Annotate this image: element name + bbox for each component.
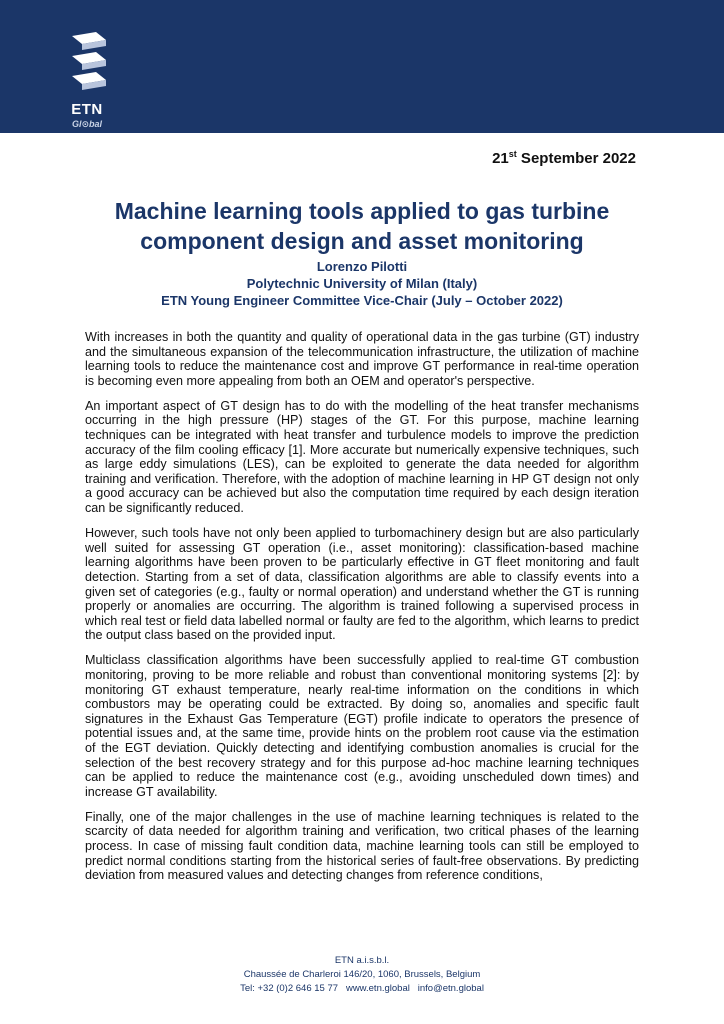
etn-logo-icon <box>66 30 110 96</box>
logo-subtext: Gl⊙bal <box>71 119 103 129</box>
date-ordinal: st <box>508 149 517 159</box>
paragraph: With increases in both the quantity and quality of operational data in the gas turbine (GT) industry and the simultaneous expansion of the telecommunication infrastructure, the utilization of machine learning tools to reduce the maintenance cost and improve GT performance in real-time operation is becoming even more appealing from both an OEM and operator's perspective. <box>85 330 639 388</box>
footer-address: Chaussée de Charleroi 146/20, 1060, Brussels, Belgium <box>243 969 481 980</box>
date-day: 21 <box>492 150 509 167</box>
document-title: Machine learning tools applied to gas turbine component design and asset monitoring <box>114 198 610 254</box>
paragraph: Multiclass classification algorithms have been successfully applied to real-time GT combustion monitoring, proving to be more reliable and robust than conventional monitoring systems [2]: by monitoring GT exhaust temperature, nearly real-time information on the conditions in which combustors may be operating could be extracted. By doing so, anomalies and specific fault signatures in the Exhaust Gas Temperature (EGT) profile indicate to operators the presence of potential issues and, at the same time, provide hints on the problem root cause via the estimation of the EGT deviation. Quickly detecting and identifying combustion anomalies is crucial for the selection of the best recovery strategy and for this purpose ad-hoc machine learning techniques can be applied to reduce the maintenance cost (e.g., avoiding unscheduled down times) and increase GT availability. <box>85 653 639 799</box>
footer-contact: Tel: +32 (0)2 646 15 77 www.etn.global info@etn.global <box>240 983 484 994</box>
author-role: ETN Young Engineer Committee Vice-Chair (July – October 2022) <box>161 293 563 308</box>
document-date <box>492 149 636 167</box>
author-affiliation: Polytechnic University of Milan (Italy) <box>246 276 478 291</box>
footer <box>0 954 724 996</box>
footer-org: ETN a.i.s.b.l. <box>334 955 390 966</box>
date-rest: September 2022 <box>516 150 636 167</box>
header-band <box>0 0 724 133</box>
etn-logo <box>62 30 122 130</box>
author-block <box>60 258 664 309</box>
author-name: Lorenzo Pilotti <box>316 259 408 274</box>
paragraph: Finally, one of the major challenges in the use of machine learning techniques is related to the scarcity of data needed for algorithm training and verification, two critical phases of the learning process. In case of missing fault condition data, machine learning tools can still be employed to predict normal conditions starting from the historical series of fault-free observations. By predicting deviation from measured values and detecting changes from reference conditions, <box>85 809 639 883</box>
paragraph: However, such tools have not only been applied to turbomachinery design but are also particularly well suited for assessing GT operation (i.e., asset monitoring): classification-based machine learning algorithms have been proven to be particularly effective in GT fleet monitoring and fault detection. Starting from a set of data, classification algorithms are able to classify events into a given set of categories (e.g., faulty or normal operation) and understand whether the GT is running properly or anomalies are occurring. The algorithm is trained following a supervised process in which real test or field data labelled normal or faulty are fed to the algorithm, which learns to predict the output class based on the provided input. <box>85 526 639 643</box>
paragraph: An important aspect of GT design has to do with the modelling of the heat transfer mechanisms occurring in the high pressure (HP) stages of the GT. For this purpose, machine learning techniques can be integrated with heat transfer and turbulence models to improve the prediction accuracy of the film cooling efficacy [1]. More accurate but numerically expensive techniques, such as large eddy simulations (LES), can be exploited to generate the data needed for algorithm training and verification. Therefore, with the adoption of machine learning in HP GT design not only a good accuracy can be achieved but also the computation time required by each design iteration can be significantly reduced. <box>85 398 639 516</box>
logo-text: ETN <box>71 101 103 118</box>
body-text <box>85 330 639 893</box>
